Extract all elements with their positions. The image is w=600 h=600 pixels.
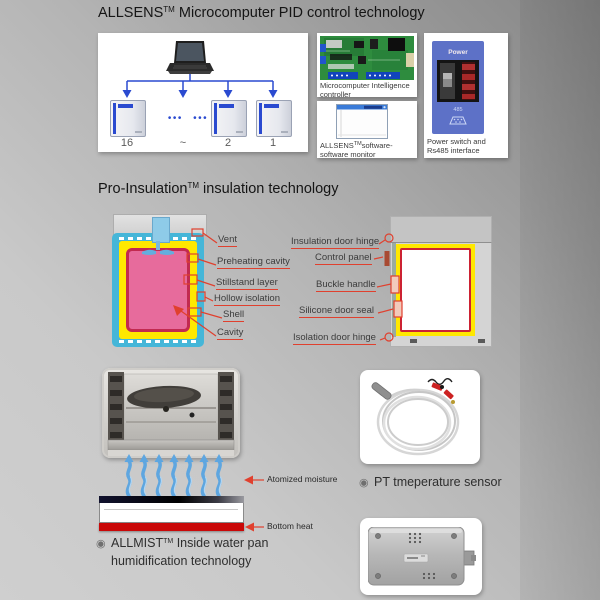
ellipsis-units: ••• ••• [167,113,209,124]
monitor-caption-rest: software-software monitor [320,141,393,159]
door-foot-right [478,339,485,343]
water-level-line [104,509,238,510]
isolation-dashes-bottom [119,340,197,343]
chamber-cavity [126,248,190,332]
incubator-unit-16 [110,100,146,137]
network-connector-lines [127,74,273,91]
bottom-heat-label: Bottom heat [267,521,313,531]
water-pan-rim [99,496,244,503]
incubator-unit-1 [256,100,292,137]
label-silicone-door-seal: Silicone door seal [299,305,374,316]
unit-count-16: 16 [120,137,134,149]
allmist-brand: ALLMIST [111,536,164,550]
trademark-sup: TM [163,538,174,545]
controller-caption: Microcomputer Intelligence controller [320,81,410,99]
pid-section-title [98,5,425,21]
steam-arrows [124,454,230,498]
software-monitor-panel [317,101,417,158]
rs485-port-label: 485 [453,107,463,113]
label-insulation-door-hinge: Insulation door hinge [291,236,380,247]
unit-control-bar [264,104,279,108]
atomized-moisture-label: Atomized moisture [267,474,338,484]
allmist-caption-line1 [111,536,268,550]
monitor-caption [320,141,416,159]
unit-handle [236,131,243,133]
vent-duct [152,217,170,243]
door-seal-frame [400,248,471,332]
unit-handle [281,131,288,133]
label-hollow-isolation: Hollow isolation [214,293,281,304]
control-panel-marker [385,251,390,266]
trademark-sup: TM [353,141,362,147]
unit-count-1: 1 [269,137,277,149]
trademark-sup: TM [163,5,175,14]
chamber-interior-photo [102,368,240,458]
background-shade [520,0,600,600]
atomizer-box-photo [368,527,476,587]
label-vent: Vent [218,234,238,245]
pid-title-rest: Microcomputer PID control technology [174,5,425,21]
software-window-graphic [336,104,388,139]
insulation-title-rest: insulation technology [199,181,339,197]
power-header: Power [448,49,468,56]
label-isolation-door-hinge: Isolation door hinge [293,332,376,343]
water-pan-body [99,503,244,523]
door-insulation-frame [396,244,475,336]
door-diagram-top-band [390,216,492,243]
pt-bullet-icon: ◉ [359,477,369,489]
allmist-bullet-icon: ◉ [96,538,106,550]
rs485-connector-icon [448,115,468,125]
label-preheating-cavity: Preheating cavity [217,256,290,267]
insulation-title-brand: Pro-Insulation [98,181,188,197]
allmist-line1-rest: Inside water pan [173,536,269,550]
unit-count-2: 2 [224,137,232,149]
power-blue-card [432,41,484,134]
label-shell: Shell [223,309,245,320]
door-foot-left [410,339,417,343]
pt-sensor-photo [360,370,480,464]
unit-count-tilde: ~ [179,137,187,149]
insulation-section-title [98,181,339,197]
label-control-panel: Control panel [315,252,372,263]
controller-panel [317,33,417,97]
unit-door-stripe [259,103,262,134]
bottom-heater-bar [99,523,244,531]
trademark-sup: TM [187,181,200,190]
network-arrowheads [123,90,278,98]
allmist-caption-line2: humidification technology [111,554,252,568]
power-switch-photo [437,60,479,102]
bottom-heat-arrow [245,523,264,532]
water-pan-diagram [99,496,244,532]
label-buckle-handle: Buckle handle [316,279,376,290]
pt-sensor-caption: PT tmeperature sensor [374,475,502,489]
monitor-caption-brand: ALLSENS [320,141,354,150]
unit-door-stripe [113,103,116,134]
fan-icon [140,241,176,257]
label-stillstand-layer: Stillstand layer [216,277,278,288]
label-cavity: Cavity [217,327,244,338]
atomized-moisture-arrow [244,476,264,485]
pcb-photo [320,36,414,80]
unit-control-bar [118,104,133,108]
network-diagram-panel [98,33,308,152]
power-switch-panel [424,33,508,158]
unit-handle [135,131,142,133]
atomizer-box-panel [360,518,482,595]
pid-title-brand: ALLSENS [98,5,164,21]
unit-control-bar [219,104,234,108]
pt-sensor-panel [360,370,480,464]
power-caption: Power switch and Rs485 interface [427,137,486,155]
laptop-icon [166,41,214,74]
